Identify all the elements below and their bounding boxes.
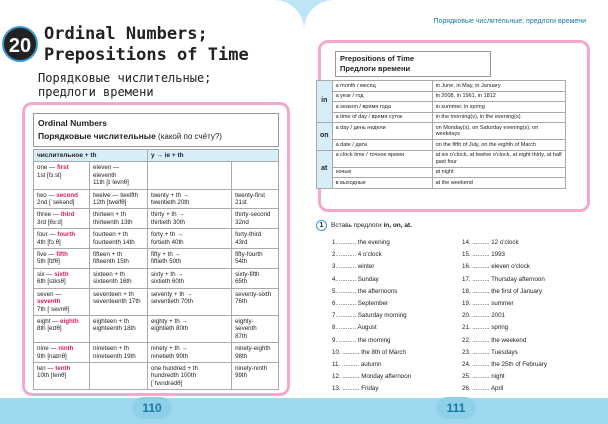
ordinal-cell	[90, 209, 148, 229]
title-line-1: Ordinal Numbers;	[44, 24, 208, 44]
prep-category: ночью	[332, 167, 432, 178]
ordinal-cell	[232, 288, 279, 315]
prep-example: at the weekend	[432, 178, 565, 189]
ordinal-cell-line1: three — third	[37, 211, 75, 219]
exercise-item[interactable]: 20. .......... 2001	[462, 312, 505, 320]
prep-category: a day / день недели	[332, 123, 432, 140]
ordinal-cell-line1: one hundred + th	[150, 364, 198, 372]
prep-example: in June, in May, in January	[432, 81, 565, 92]
ordinal-cell-line1: ten — tenth	[37, 364, 71, 372]
ordinal-cell-line1: twelve — twelfth	[93, 191, 139, 199]
ordinal-cell	[232, 189, 279, 209]
prepositions-heading	[335, 51, 491, 77]
ordinal-cell	[147, 189, 231, 209]
ordinal-row	[34, 249, 279, 269]
page-number-left: 110	[132, 397, 172, 419]
prep-example: in the morning(s), in the evening(s)	[432, 112, 565, 123]
running-header: Порядковые числительные; предлоги времени	[433, 18, 586, 25]
ordinal-cell-line2: 65th	[235, 278, 248, 286]
ordinal-cell-line1: one — first	[37, 164, 69, 172]
ordinal-cell	[34, 315, 90, 342]
prep-category: в выходные	[332, 178, 432, 189]
ordinal-cell	[232, 162, 279, 189]
ordinal-cell-line2: seventeenth 17th	[93, 298, 141, 306]
ordinal-cell-line1: twenty-first	[235, 191, 265, 199]
ordinal-row	[34, 315, 279, 342]
ordinal-cell	[90, 189, 148, 209]
ordinal-cell	[34, 343, 90, 363]
ordinal-box-heading	[33, 113, 279, 147]
prep-word-in: in	[317, 81, 333, 123]
exercise-item[interactable]: 10. .......... the 8th of March	[332, 348, 406, 356]
exercise-list-right	[462, 237, 547, 396]
ordinal-cell-line2: hundredth 100th [ˈhʌndrədθ]	[150, 372, 197, 387]
ordinal-cell-line1: ninety + th →	[150, 345, 188, 353]
ordinal-cell-line1: four — fourth	[37, 231, 76, 239]
exercise-item[interactable]: 8. .......... August	[332, 324, 377, 332]
exercise-list-left	[332, 237, 411, 396]
exercise-item[interactable]: 24. .......... the 25th of February	[462, 361, 547, 369]
exercise-item[interactable]: 22. .......... the weekend	[462, 336, 527, 344]
ordinal-cell	[90, 288, 148, 315]
ordinal-cell-line2: 8th [eɪtθ]	[37, 325, 62, 333]
ordinal-cell-line1: five — fifth	[37, 251, 68, 259]
ordinal-cell-line1: seventy-sixth	[235, 290, 272, 298]
ordinal-cell	[34, 229, 90, 249]
prep-row	[317, 140, 566, 151]
prep-category: a clock time / точное время	[332, 150, 432, 167]
prep-row	[317, 81, 566, 92]
ordinal-cell	[232, 229, 279, 249]
ordinal-cell-line1: seventy + th →	[150, 290, 193, 298]
exercise-item[interactable]: 25. .......... night	[462, 373, 505, 381]
prepositions-table	[316, 80, 566, 189]
exercise-number: 1	[316, 220, 327, 231]
exercise-item[interactable]: 7. .......... Saturday morning	[332, 312, 407, 320]
ordinal-cell-line2: nineteenth 19th	[93, 352, 136, 360]
ordinal-cell	[232, 209, 279, 229]
ordinal-cell	[34, 209, 90, 229]
prep-row	[317, 102, 566, 113]
ordinal-cell	[147, 288, 231, 315]
ordinal-cell-line2: 4th [fɔːθ]	[37, 238, 61, 246]
ordinal-cell-line2: 1st [fɜːst]	[37, 171, 62, 179]
ordinal-cell-line2: ninetieth 90th	[150, 352, 189, 360]
ordinal-cell-line2: 2nd [ˈsekənd]	[37, 199, 75, 207]
ordinal-cell-line2: fifteenth 15th	[93, 258, 129, 266]
ordinal-cell-line2: sixteenth 16th	[93, 278, 132, 286]
prep-title-ru: Предлоги времени	[340, 64, 411, 73]
prep-word-on: on	[317, 123, 333, 151]
page-number-right: 111	[436, 397, 476, 419]
ordinal-cell-line1: nine — ninth	[37, 345, 74, 353]
ordinal-cell	[90, 249, 148, 269]
exercise-text: Вставь предлоги	[331, 222, 382, 229]
prep-example: at night	[432, 167, 565, 178]
ordinal-cell-line1: thirty + th →	[150, 211, 185, 219]
ordinal-row	[34, 189, 279, 209]
ordinal-cell-line2: 76th	[235, 298, 248, 306]
prep-category: a date / дата	[332, 140, 432, 151]
exercise-1-instruction	[316, 220, 412, 231]
exercise-item[interactable]: 13. .......... Friday	[332, 385, 379, 393]
exercise-item[interactable]: 23. .......... Tuesdays	[462, 348, 518, 356]
ordinal-cell-line1: fifty-fourth	[235, 251, 263, 259]
ordinal-cell-line1: thirteen + th	[93, 211, 126, 219]
ordinal-cell-line1: twenty + th →	[150, 191, 189, 199]
exercise-item[interactable]: 9. .......... the morning	[332, 336, 391, 344]
ordinal-cell	[90, 315, 148, 342]
ordinal-cell-line2: 87th	[235, 332, 248, 340]
ordinal-cell-line2: seventieth 70th	[150, 298, 193, 306]
exercise-item[interactable]: 2. .......... 4 o'clock	[332, 251, 382, 259]
ordinal-cell	[34, 362, 90, 389]
ordinal-numbers-box	[22, 102, 290, 396]
ordinal-row	[34, 229, 279, 249]
subtitle-line-1: Порядковые числительные;	[38, 71, 212, 85]
ordinal-cell	[34, 162, 90, 189]
exercise-item[interactable]: 18. .......... the first of January	[462, 287, 543, 295]
ordinal-cell-line1: forty + th →	[150, 231, 184, 239]
prep-row	[317, 91, 566, 102]
ordinal-cell-line1: ninety-eighth	[235, 345, 271, 353]
exercise-item[interactable]: 1. .......... the evening	[332, 239, 390, 246]
ordinal-cell-line2: 7th [ˈsevnθ]	[37, 305, 70, 313]
prep-example: in 2008, in 1961, in 1812	[432, 91, 565, 102]
ordinal-row	[34, 288, 279, 315]
box-title-ru: Порядковые числительные	[38, 131, 156, 141]
exercise-item[interactable]: 21. .......... spring	[462, 324, 509, 332]
ordinal-cell-line2: 3rd [θɜːd]	[37, 218, 63, 226]
ordinal-cell-line1: sixteen + th	[93, 270, 125, 278]
ordinal-cell	[232, 249, 279, 269]
ordinal-cell	[90, 343, 148, 363]
ordinal-cell-line2: fiftieth 50th	[150, 258, 182, 266]
subtitle-line-2: предлоги времени	[38, 85, 154, 99]
ordinal-row	[34, 343, 279, 363]
ordinal-cell	[147, 162, 231, 189]
ordinal-cell	[232, 268, 279, 288]
box-title-question: (какой по счёту?)	[158, 132, 222, 141]
ordinal-cell-line2: 54th	[235, 258, 248, 266]
ordinal-cell-line1: nineteen + th	[93, 345, 129, 353]
prep-example: on Monday(s), on Saturday evening(s), on weekdays	[432, 123, 565, 140]
ordinal-row	[34, 209, 279, 229]
exercise-item[interactable]: 19. .......... summer	[462, 300, 514, 308]
ordinal-cell-line1: seventeen + th	[93, 290, 134, 298]
ordinal-cell-line2: 9th [naɪnθ]	[37, 352, 67, 360]
ordinal-cell-line1: forty-third	[235, 231, 262, 239]
ordinal-cell-line1: seven — seventh	[37, 290, 62, 306]
ordinal-cell-line2: thirtieth 30th	[150, 218, 185, 226]
ordinal-cell-line2: thirteenth 13th	[93, 218, 133, 226]
ordinal-cell-line2: 5th [fɪfθ]	[37, 258, 60, 266]
box-title-en: Ordinal Numbers	[38, 118, 107, 128]
ordinal-cell	[147, 209, 231, 229]
exercise-words: in, on, at.	[383, 222, 412, 229]
col-header-ie: y → ie + th	[147, 150, 278, 162]
ordinal-row	[34, 162, 279, 189]
ordinal-cell-line2: 32nd	[235, 218, 249, 226]
ordinal-row	[34, 362, 279, 389]
ordinal-cell	[232, 362, 279, 389]
exercise-item[interactable]: 12. .......... Monday afternoon	[332, 373, 412, 381]
exercise-item[interactable]: 14. .......... 12 o'clock	[462, 239, 519, 246]
prep-category: a year / год	[332, 91, 432, 102]
prep-word-at: at	[317, 150, 333, 188]
ordinal-cell-line2: 11th [ɪˈlevnθ]	[93, 179, 129, 187]
ordinal-cell-line1: eleven — eleventh	[93, 164, 120, 179]
prep-example: at six o'clock, at twelve o'clock, at eight thirty, at half past four	[432, 150, 565, 167]
prep-row	[317, 123, 566, 140]
prep-category: a season / время года	[332, 102, 432, 113]
prep-example: on the fifth of July, on the eighth of March	[432, 140, 565, 151]
ordinal-cell-line2: 6th [sɪksθ]	[37, 278, 66, 286]
prep-category: a time of day / время суток	[332, 112, 432, 123]
ordinal-cell	[147, 362, 231, 389]
page-title	[44, 24, 249, 66]
ordinal-cell-line2: 43rd	[235, 238, 248, 246]
ordinal-cell	[147, 268, 231, 288]
exercise-item[interactable]: 17. .......... Thursday afternoon	[462, 275, 545, 283]
exercise-item[interactable]: 4. .......... Sunday	[332, 275, 379, 283]
ordinal-table	[33, 149, 279, 390]
prep-row	[317, 167, 566, 178]
ordinal-cell-line2: eightieth 80th	[150, 325, 189, 333]
ordinal-cell	[232, 315, 279, 342]
prep-category: a month / месяц	[332, 81, 432, 92]
ordinal-cell	[90, 362, 148, 389]
ordinal-cell	[34, 249, 90, 269]
ordinal-cell-line2: fortieth 40th	[150, 238, 184, 246]
exercise-item[interactable]: 11. .......... autumn	[332, 361, 382, 369]
prep-row	[317, 112, 566, 123]
ordinal-cell-line2: 21st	[235, 199, 247, 207]
ordinal-cell-line1: fourteen + th	[93, 231, 128, 239]
ordinal-cell	[90, 162, 148, 189]
ordinal-cell-line2: 10th [tenθ]	[37, 372, 67, 380]
right-page	[304, 0, 608, 424]
ordinal-cell-line1: sixty + th →	[150, 270, 184, 278]
ordinal-cell	[147, 315, 231, 342]
prep-title-en: Prepositions of Time	[340, 54, 415, 63]
ordinal-cell-line2: 12th [twelfθ]	[93, 199, 127, 207]
exercise-item[interactable]: 3. .......... winter	[332, 263, 375, 271]
ordinal-cell-line1: fifty + th →	[150, 251, 181, 259]
ordinal-cell-line2: sixtieth 60th	[150, 278, 184, 286]
ordinal-cell	[90, 229, 148, 249]
ordinal-cell-line1: sixty-fifth	[235, 270, 260, 278]
ordinal-cell	[232, 343, 279, 363]
ordinal-cell-line1: eighteen + th	[93, 317, 129, 325]
ordinal-cell-line1: ninety-ninth	[235, 364, 268, 372]
ordinal-cell	[147, 229, 231, 249]
ordinal-cell-line1: two — second	[37, 191, 78, 199]
ordinal-cell-line1: six — sixth	[37, 270, 69, 278]
unit-number: 20	[2, 26, 38, 62]
ordinal-cell-line2: twentieth 20th	[150, 199, 190, 207]
ordinal-cell	[147, 249, 231, 269]
ordinal-cell-line1: thirty-second	[235, 211, 271, 219]
ordinal-cell-line2: eighteenth 18th	[93, 325, 136, 333]
ordinal-cell-line1: eight — eighth	[37, 317, 79, 325]
exercise-item[interactable]: 6. .......... September	[332, 300, 389, 308]
ordinal-row	[34, 268, 279, 288]
exercise-item[interactable]: 26. .......... April	[462, 385, 504, 393]
ordinal-cell-line2: 98th	[235, 352, 248, 360]
col-header-th: числительное + th	[34, 150, 148, 162]
exercise-item[interactable]: 5. .......... the afternoons	[332, 287, 398, 295]
title-line-2: Prepositions of Time	[44, 45, 249, 65]
ordinal-cell-line2: fourteenth 14th	[93, 238, 135, 246]
prep-example: in summer, in spring	[432, 102, 565, 113]
ordinal-cell	[34, 189, 90, 209]
prep-row	[317, 150, 566, 167]
ordinal-cell	[147, 343, 231, 363]
ordinal-cell-line1: eighty-seventh	[235, 317, 257, 333]
ordinal-cell	[34, 288, 90, 315]
ordinal-cell-line2: 99th	[235, 372, 248, 380]
ordinal-cell	[34, 268, 90, 288]
ordinal-cell-line1: fifteen + th	[93, 251, 123, 259]
prep-row	[317, 178, 566, 189]
ordinal-cell-line1: eighty + th →	[150, 317, 188, 325]
page-subtitle	[38, 71, 211, 99]
exercise-item[interactable]: 15. .......... 1993	[462, 251, 505, 259]
ordinal-cell	[90, 268, 148, 288]
exercise-item[interactable]: 16. .......... eleven o'clock	[462, 263, 530, 271]
